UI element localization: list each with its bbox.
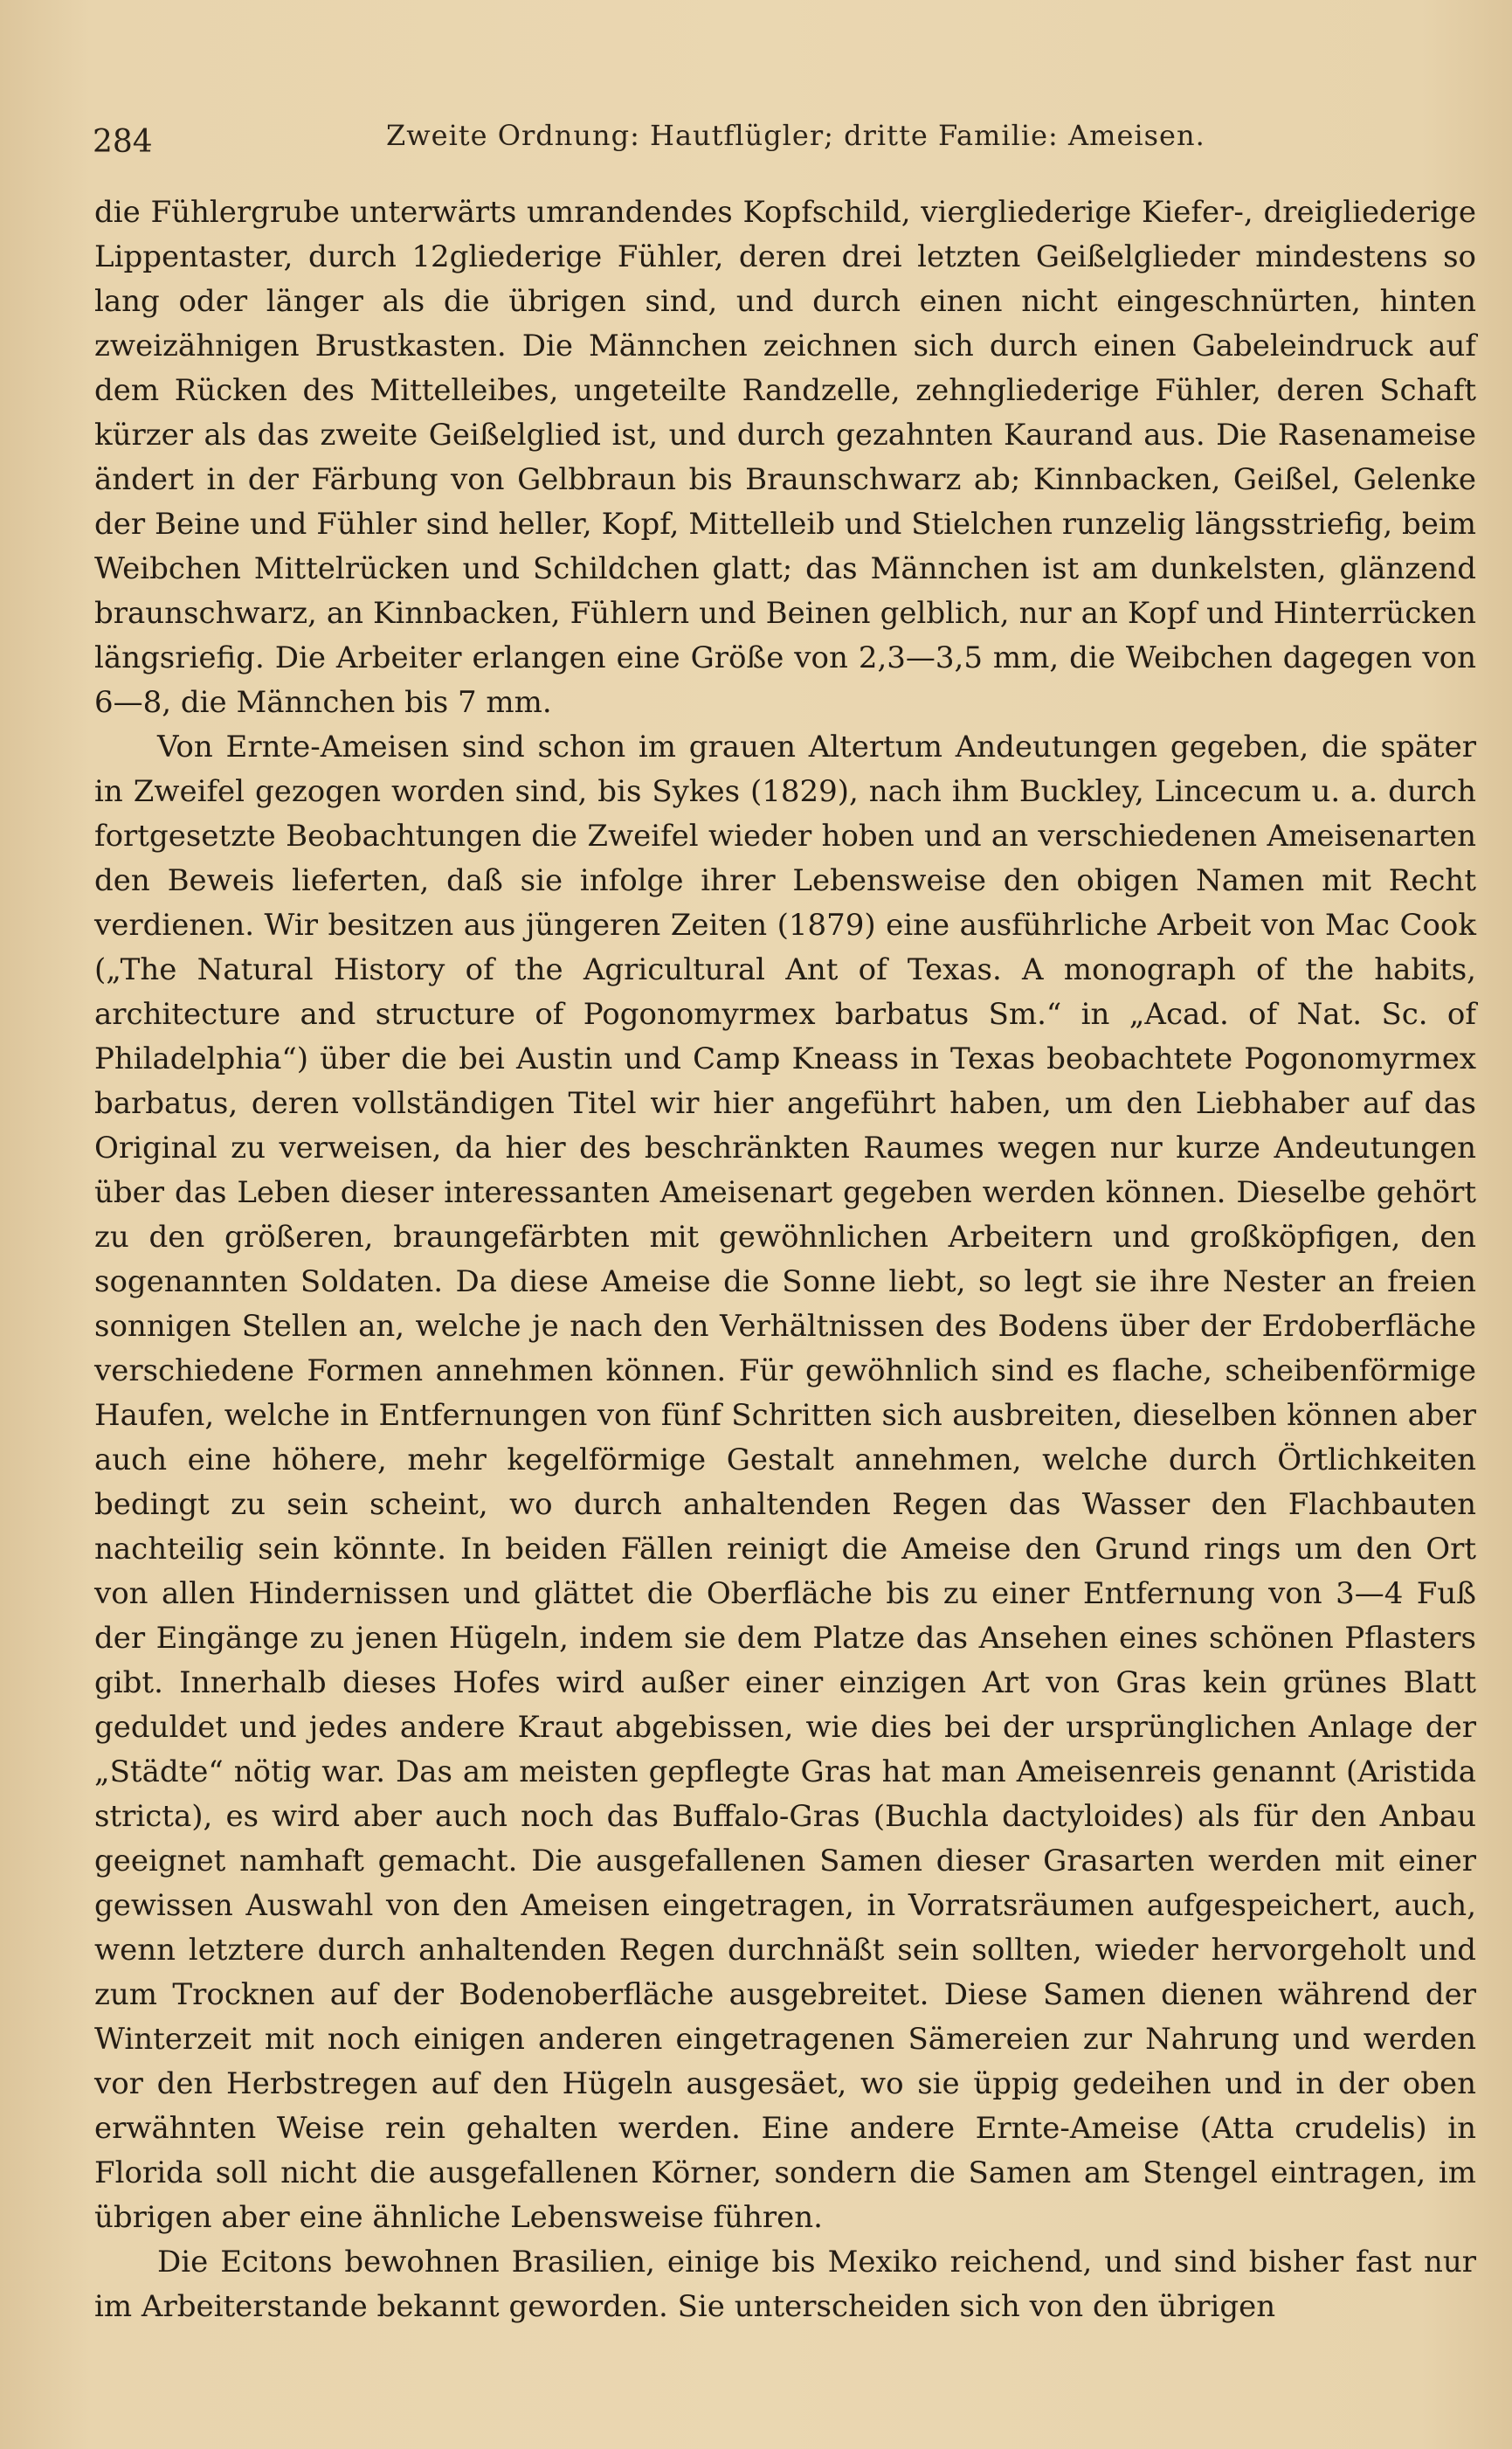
- page-number: 284: [93, 124, 153, 160]
- running-title: Zweite Ordnung: Hautflügler; dritte Familie: Ameisen.: [386, 119, 1205, 152]
- paragraph-3: Die Ecitons bewohnen Brasilien, einige bis Mexiko reichend, und sind bisher fast nur im Arbeiterstande bekannt geworden. Sie unterscheiden sich von den übrigen: [94, 2245, 1476, 2324]
- paragraph-1: die Fühlergrube unterwärts umrandendes Kopfschild, viergliederige Kiefer-, dreigliederige Lippentaster, durch 12gliederige Fühler, deren drei letzten Geißelglieder mindestens so lang oder länger als die übrigen sind, und durch einen nicht eingeschnürten, hinten zweizähnigen Brustkasten. Die Männchen zeichnen sich durch einen Gabeleindruck auf dem Rücken des Mittelleibes, ungeteilte Randzelle, zehngliederige Fühler, deren Schaft kürzer als das zweite Geißelglied ist, und durch gezahnten Kaurand aus. Die Rasenameise ändert in der Färbung von Gelbbraun bis Braunschwarz ab; Kinnbacken, Geißel, Gelenke der Beine und Fühler sind heller, Kopf, Mittelleib und Stielchen runzelig längsstriefig, beim Weibchen Mittelrücken und Schildchen glatt; das Männchen ist am dunkelsten, glänzend braunschwarz, an Kinnbacken, Fühlern und Beinen gelblich, nur an Kopf und Hinterrücken längsriefig. Die Arbeiter erlangen eine Größe von 2,3—3,5 mm, die Weibchen dagegen von 6—8, die Männchen bis 7 mm.: [94, 195, 1476, 720]
- paragraph-2: Von Ernte-Ameisen sind schon im grauen Altertum Andeutungen gegeben, die später in Zweifel gezogen worden sind, bis Sykes (1829), nach ihm Buckley, Lincecum u. a. durch fortgesetzte Beobachtungen die Zweifel wieder hoben und an verschiedenen Ameisenarten den Beweis lieferten, daß sie infolge ihrer Lebensweise den obigen Namen mit Recht verdienen. Wir besitzen aus jüngeren Zeiten (1879) eine ausführliche Arbeit von Mac Cook („The Natural History of the Agricultural Ant of Texas. A monograph of the habits, architecture and structure of Pogonomyrmex barbatus Sm.“ in „Acad. of Nat. Sc. of Philadelphia“) über die bei Austin und Camp Kneass in Texas beobachtete Pogonomyrmex barbatus, deren vollständigen Titel wir hier angeführt haben, um den Liebhaber auf das Original zu verweisen, da hier des beschränkten Raumes wegen nur kurze Andeutungen über das Leben dieser interessanten Ameisenart gegeben werden können. Dieselbe gehört zu den größeren, braungefärbten mit gewöhnlichen Arbeitern und großköpfigen, den sogenannten Soldaten. Da diese Ameise die Sonne liebt, so legt sie ihre Nester an freien sonnigen Stellen an, welche je nach den Verhältnissen des Bodens über der Erdoberfläche verschiedene Formen annehmen können. Für gewöhnlich sind es flache, scheibenförmige Haufen, welche in Entfernungen von fünf Schritten sich ausbreiten, dieselben können aber auch eine höhere, mehr kegelförmige Gestalt annehmen, welche durch Örtlichkeiten bedingt zu sein scheint, wo durch anhaltenden Regen das Wasser den Flachbauten nachteilig sein könnte. In beiden Fällen reinigt die Ameise den Grund rings um den Ort von allen Hindernissen und glättet die Oberfläche bis zu einer Entfernung von 3—4 Fuß der Eingänge zu jenen Hügeln, indem sie dem Platze das Ansehen eines schönen Pflasters gibt. Innerhalb dieses Hofes wird außer einer einzigen Art von Gras kein grünes Blatt geduldet und jedes andere Kraut abgebissen, wie dies bei der ursprünglichen Anlage der „Städte“ nötig war. Das am meisten gepflegte Gras hat man Ameisenreis genannt (Aristida stricta), es wird aber auch noch das Buffalo-Gras (Buchla dactyloides) als für den Anbau geeignet namhaft gemacht. Die ausgefallenen Samen dieser Grasarten werden mit einer gewissen Auswahl von den Ameisen eingetragen, in Vorratsräumen aufgespeichert, auch, wenn letztere durch anhaltenden Regen durchnäßt sein sollten, wieder hervorgeholt und zum Trocknen auf der Bodenoberfläche ausgebreitet. Diese Samen dienen während der Winterzeit mit noch einigen anderen eingetragenen Sämereien zur Nahrung und werden vor den Herbstregen auf den Hügeln ausgesäet, wo sie üppig gedeihen und in der oben erwähnten Weise rein gehalten werden. Eine andere Ernte-Ameise (Atta crudelis) in Florida soll nicht die ausgefallenen Körner, sondern die Samen am Stengel eintragen, im übrigen aber eine ähnliche Lebensweise führen.: [94, 730, 1476, 2235]
- body-text: [94, 190, 1476, 2329]
- page-header: [93, 119, 1473, 171]
